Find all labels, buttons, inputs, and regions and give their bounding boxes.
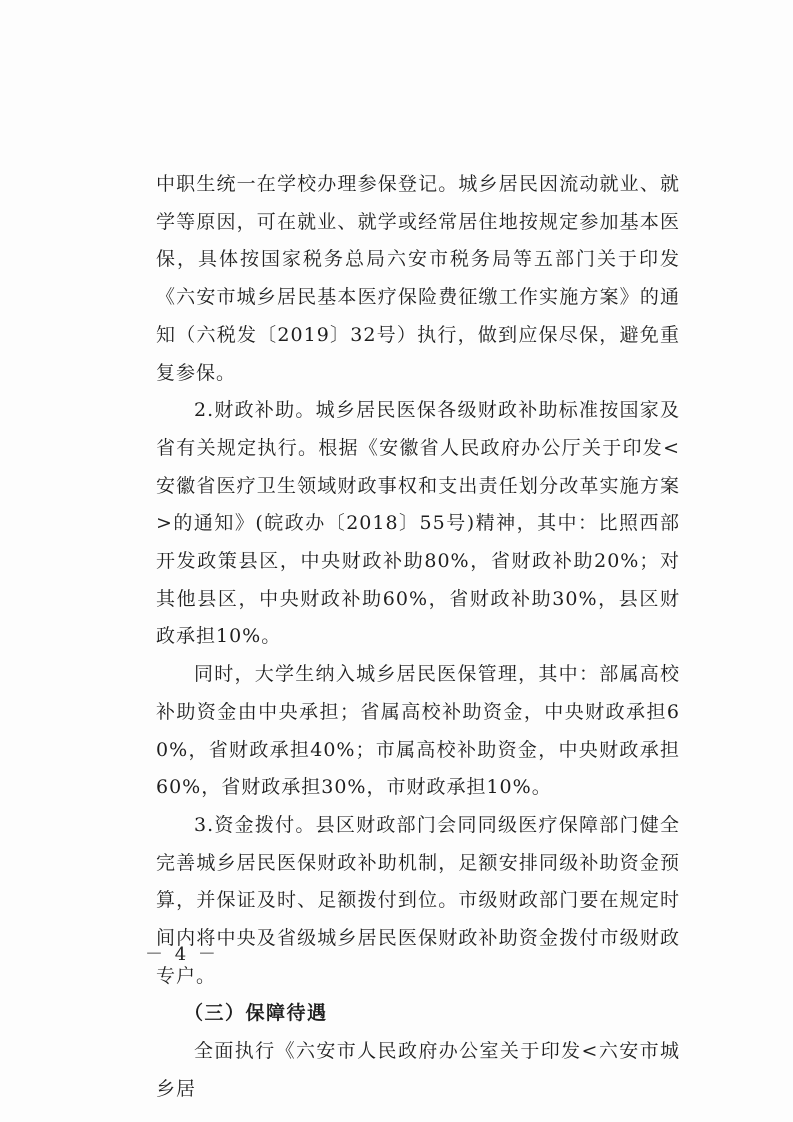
page-number: － 4 － [145, 944, 219, 965]
paragraph-benefits-start: 全面执行《六安市人民政府办公室关于印发<六安市城乡居 [156, 1040, 680, 1100]
paragraph-financial-subsidy: 2.财政补助。城乡居民医保各级财政补助标准按国家及省有关规定执行。根据《安徽省人民政府办公厅关于印发<安徽省医疗卫生领域财政事权和支出责任划分改革实施方案>的通知》(皖政办〔2018〕55号)精神，其中：比照西部开发政策县区，中央财政补助80%，省财政补助20%；对其他县区，中央财政补助60%，省财政补助30%，县区财政承担10%。 [156, 399, 680, 648]
paragraph-college-students: 同时，大学生纳入城乡居民医保管理，其中：部属高校补助资金由中央承担；省属高校补助资金，中央财政承担60%，省财政承担40%；市属高校补助资金，中央财政承担60%，省财政承担30%，市财政承担10%。 [156, 663, 680, 799]
section-heading-benefits: （三）保障待遇 [184, 1002, 328, 1025]
paragraph-fund-allocation: 3.资金拨付。县区财政部门会同同级医疗保障部门健全完善城乡居民医保财政补助机制，足额安排同级补助资金预算，并保证及时、足额拨付到位。市级财政部门要在规定时间内将中央及省级城乡居民医保财政补助资金拨付市级财政专户。 [156, 813, 680, 987]
document-body [156, 166, 680, 1109]
paragraph-continuation: 中职生统一在学校办理参保登记。城乡居民因流动就业、就学等原因，可在就业、就学或经常居住地按规定参加基本医保，具体按国家税务总局六安市税务局等五部门关于印发《六安市城乡居民基本医疗保险费征缴工作实施方案》的通知（六税发〔2019〕32号）执行，做到应保尽保，避免重复参保。 [156, 173, 680, 384]
